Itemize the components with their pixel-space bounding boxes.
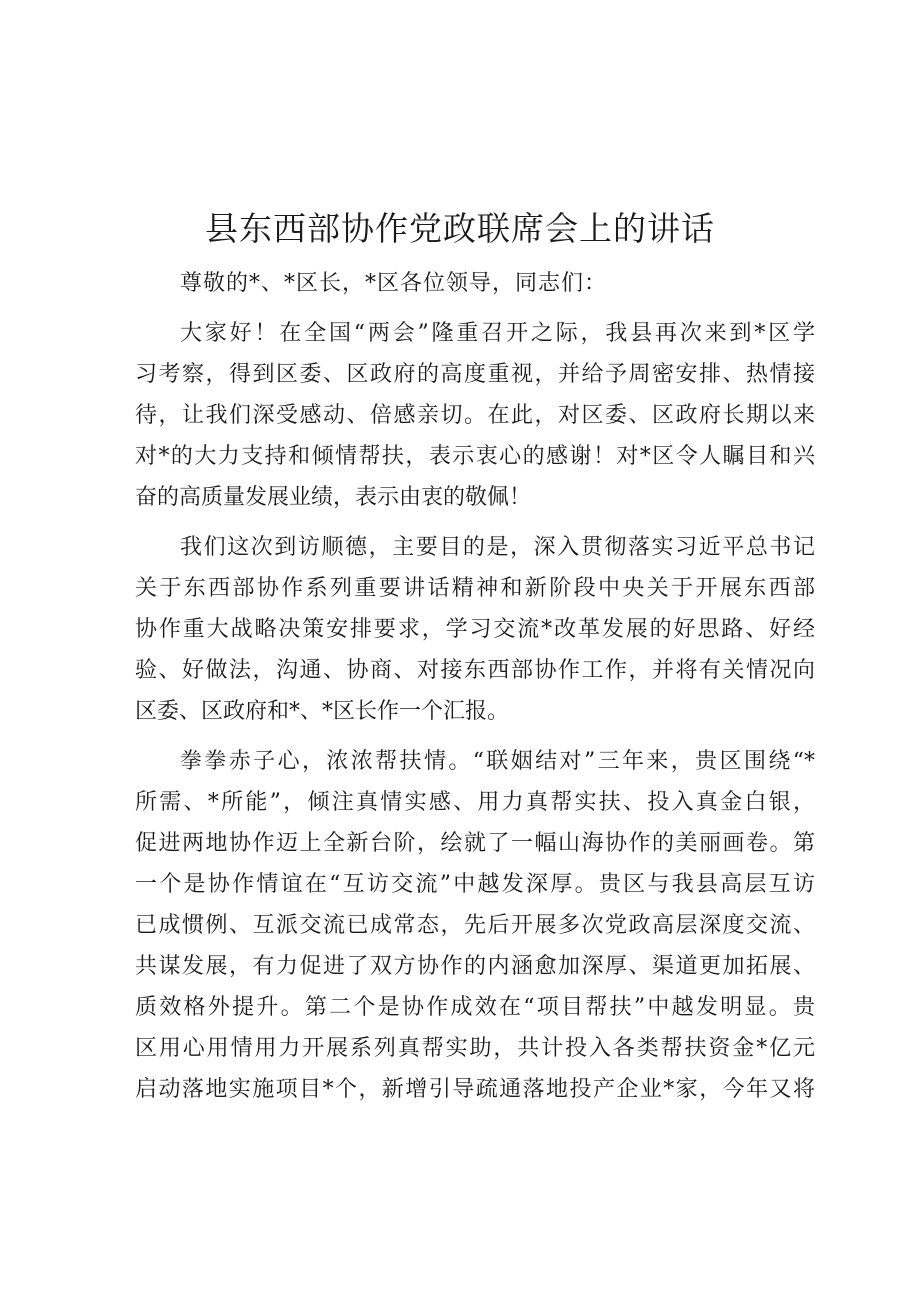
text-line: 促进两地协作迈上全新台阶，绘就了一幅山海协作的美丽画卷。第 bbox=[135, 831, 815, 856]
text-line: 已成惯例、互派交流已成常态，先后开展多次党政高层深度交流、 bbox=[135, 913, 815, 938]
text-line: 区委、区政府和*、*区长作一个汇报。 bbox=[135, 699, 510, 724]
text-line: 大家好！在全国“两会”隆重召开之际，我县再次来到*区学 bbox=[180, 321, 815, 346]
text-line: 启动落地实施项目*个，新增引导疏通落地投产企业*家，今年又将 bbox=[135, 1077, 815, 1102]
text-line: 关于东西部协作系列重要讲话精神和新阶段中央关于开展东西部 bbox=[135, 576, 815, 601]
text-line: 区用心用情用力开展系列真帮实助，共计投入各类帮扶资金*亿元 bbox=[135, 1036, 815, 1061]
text-line: 对*的大力支持和倾情帮扶，表示衷心的感谢！对*区令人瞩目和兴 bbox=[135, 444, 815, 469]
text-line: 协作重大战略决策安排要求，学习交流*改革发展的好思路、好经 bbox=[135, 617, 815, 642]
text-line: 奋的高质量发展业绩，表示由衷的敬佩！ bbox=[135, 485, 532, 510]
text-line: 所需、*所能”，倾注真情实感、用力真帮实扶、投入真金白银， bbox=[135, 790, 815, 815]
text-line: 验、好做法，沟通、协商、对接东西部协作工作，并将有关情况向 bbox=[135, 658, 815, 683]
text-line: 拳拳赤子心，浓浓帮扶情。“联姻结对”三年来，贵区围绕“* bbox=[180, 749, 815, 774]
text-line: 共谋发展，有力促进了双方协作的内涵愈加深厚、渠道更加拓展、 bbox=[135, 954, 815, 979]
text-line: 我们这次到访顺德，主要目的是，深入贯彻落实习近平总书记 bbox=[180, 535, 815, 560]
text-line: 习考察，得到区委、区政府的高度重视，并给予周密安排、热情接 bbox=[135, 362, 815, 387]
text-line: 待，让我们深受感动、倍感亲切。在此，对区委、区政府长期以来 bbox=[135, 403, 815, 428]
page-title: 县东西部协作党政联席会上的讲话 bbox=[205, 209, 715, 248]
salutation: 尊敬的*、*区长，*区各位领导，同志们： bbox=[180, 271, 608, 296]
text-line: 质效格外提升。第二个是协作成效在“项目帮扶”中越发明显。贵 bbox=[135, 995, 815, 1020]
text-line: 一个是协作情谊在“互访交流”中越发深厚。贵区与我县高层互访 bbox=[135, 872, 815, 897]
